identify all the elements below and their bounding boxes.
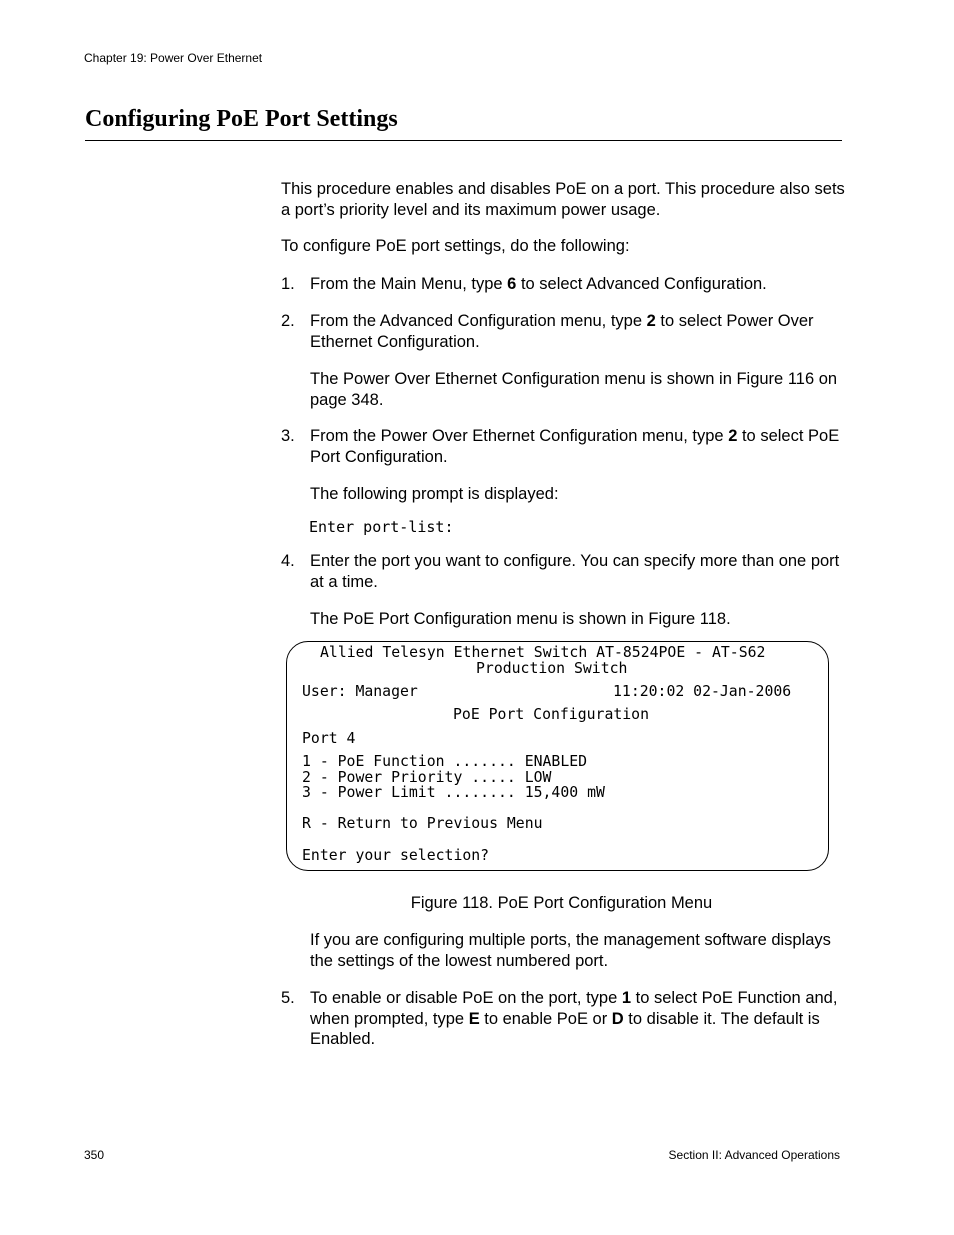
step-text: From the Advanced Configuration menu, type 2 to select Power Over Ethernet Configuration. bbox=[310, 312, 814, 351]
step-text: From the Power Over Ethernet Configuration menu, type 2 to select PoE Port Configuration. bbox=[310, 427, 840, 466]
step-number: 3. bbox=[281, 427, 295, 445]
terminal-title: Allied Telesyn Ethernet Switch AT-8524POE - AT-S62 bbox=[320, 644, 766, 661]
section-footer: Section II: Advanced Operations bbox=[668, 1148, 840, 1162]
terminal-selection-prompt: Enter your selection? bbox=[302, 847, 490, 864]
step-3-note: The following prompt is displayed: bbox=[310, 485, 559, 503]
step-number: 4. bbox=[281, 552, 295, 570]
terminal-screen bbox=[286, 641, 829, 871]
terminal-option-3: 3 - Power Limit ........ 15,400 mW bbox=[302, 784, 605, 801]
terminal-datetime: 11:20:02 02-Jan-2006 bbox=[613, 683, 792, 700]
page-title: Configuring PoE Port Settings bbox=[85, 106, 398, 132]
terminal-return: R - Return to Previous Menu bbox=[302, 815, 543, 832]
step-1 bbox=[281, 274, 846, 295]
title-rule bbox=[85, 140, 842, 141]
step-text: From the Main Menu, type 6 to select Advanced Configuration. bbox=[310, 275, 767, 293]
terminal-user: User: Manager bbox=[302, 683, 418, 700]
figure-caption: Figure 118. PoE Port Configuration Menu bbox=[410, 894, 713, 912]
step-number: 1. bbox=[281, 275, 295, 293]
step-2 bbox=[281, 311, 846, 352]
step-5 bbox=[281, 988, 846, 1050]
step-number: 5. bbox=[281, 989, 295, 1007]
multiple-ports-note: If you are configuring multiple ports, the management software displays the settings of the lowest numbered port. bbox=[310, 931, 831, 970]
page-number: 350 bbox=[84, 1148, 105, 1162]
running-header: Chapter 19: Power Over Ethernet bbox=[84, 51, 263, 65]
port-list-prompt: Enter port-list: bbox=[309, 518, 454, 536]
step-4 bbox=[281, 551, 846, 592]
step-text: To enable or disable PoE on the port, type 1 to select PoE Function and, when prompted, type E to enable PoE or D to disable it. The default is Enabled. bbox=[310, 989, 838, 1048]
terminal-option-1: 1 - PoE Function ....... ENABLED bbox=[302, 753, 588, 770]
step-4-note: The PoE Port Configuration menu is shown in Figure 118. bbox=[310, 610, 731, 628]
terminal-option-2: 2 - Power Priority ..... LOW bbox=[302, 769, 552, 786]
terminal-port: Port 4 bbox=[302, 730, 356, 747]
step-text: Enter the port you want to configure. You can specify more than one port at a time. bbox=[310, 552, 840, 591]
intro-paragraph: This procedure enables and disables PoE on a port. This procedure also sets a port’s priority level and its maximum power usage. bbox=[281, 180, 845, 219]
intro-instruction: To configure PoE port settings, do the following: bbox=[281, 237, 630, 255]
terminal-menu-title: PoE Port Configuration bbox=[453, 706, 649, 723]
step-number: 2. bbox=[281, 312, 295, 330]
step-2-note: The Power Over Ethernet Configuration menu is shown in Figure 116 on page 348. bbox=[310, 370, 838, 409]
step-3 bbox=[281, 426, 846, 467]
terminal-subtitle: Production Switch bbox=[476, 660, 628, 677]
